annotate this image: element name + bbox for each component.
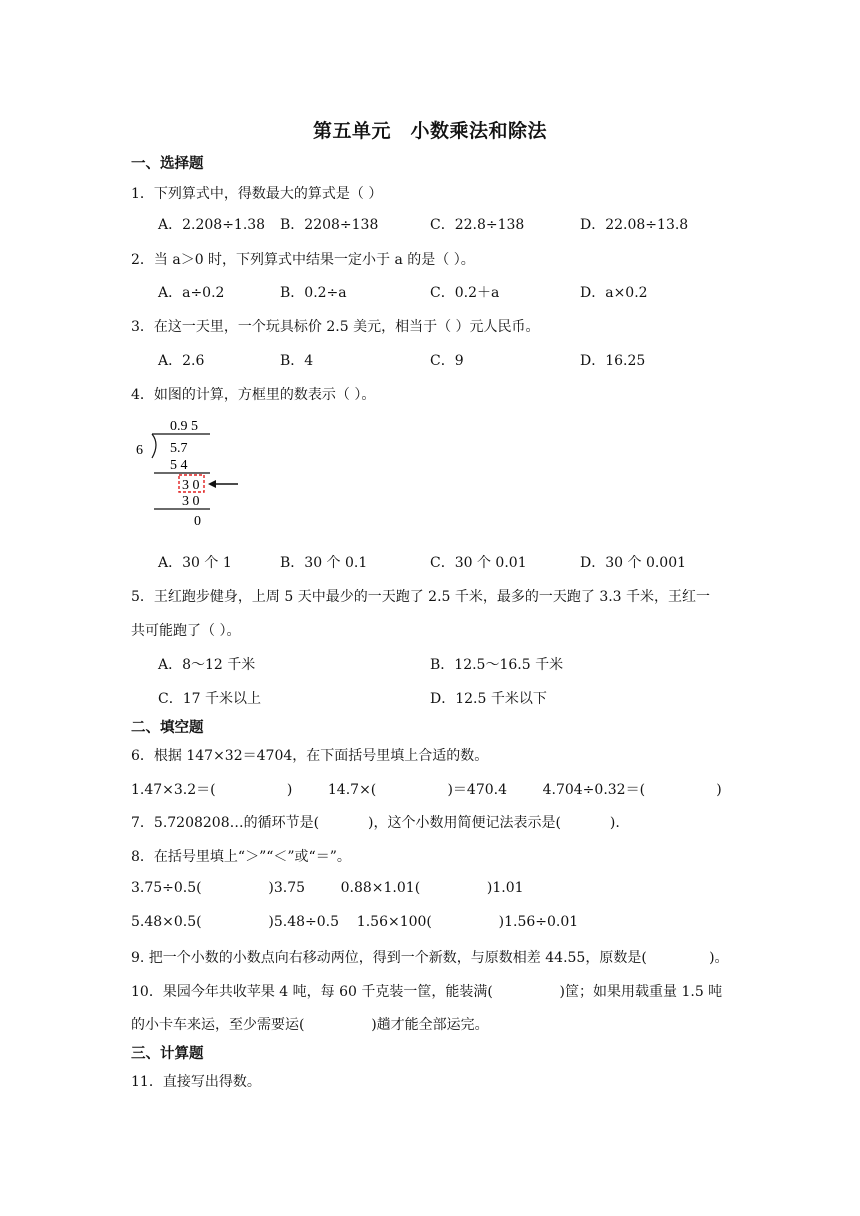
question-10-line-1: 10．果园今年共收苹果 4 吨，每 60 千克装一筐，能装满( )筐；如果用载重量 1.5 吨 — [131, 984, 723, 1000]
q2-option-b: B．0.2÷a — [280, 285, 347, 301]
q1-option-d: D．22.08÷13.8 — [580, 217, 689, 233]
division-remainder: 0 — [194, 514, 201, 529]
question-8-line-1: 3.75÷0.5( )3.75 0.88×1.01( )1.01 — [131, 880, 524, 896]
question-5-stem-line-1: 5．王红跑步健身，上周 5 天中最少的一天跑了 2.5 千米，最多的一天跑了 3.3 千米，王红一 — [131, 589, 711, 605]
q5-option-b: B．12.5～16.5 千米 — [430, 657, 564, 673]
page-title: 第五单元 小数乘法和除法 — [312, 120, 547, 142]
q3-option-d: D．16.25 — [580, 353, 646, 369]
question-6-blanks: 1.47×3.2＝( ) 14.7×( )＝470.4 4.704÷0.32＝( ) — [131, 782, 722, 798]
question-3-stem: 3．在这一天里，一个玩具标价 2.5 美元，相当于（ ）元人民币。 — [131, 319, 540, 335]
question-4-stem: 4．如图的计算，方框里的数表示（ ）。 — [131, 387, 376, 403]
question-8-line-2: 5.48×0.5( )5.48÷0.5 1.56×100( )1.56÷0.01 — [131, 914, 579, 930]
division-boxed-number: 3 0 — [182, 478, 200, 493]
question-7-stem: 7．5.7208208…的循环节是( )，这个小数用简便记法表示是( ). — [131, 815, 620, 831]
q4-option-d: D．30 个 0.001 — [580, 555, 687, 571]
question-11-stem: 11．直接写出得数。 — [131, 1074, 261, 1090]
division-dividend: 5.7 — [170, 441, 188, 456]
question-2-stem: 2．当 a＞0 时，下列算式中结果一定小于 a 的是（ ）。 — [131, 252, 475, 268]
question-10-line-2: 的小卡车来运，至少需要运( )趟才能全部运完。 — [131, 1017, 489, 1033]
section-heading-fill-blank: 二、填空题 — [131, 720, 204, 736]
question-6-stem: 6．根据 147×32＝4704，在下面括号里填上合适的数。 — [131, 748, 489, 764]
q5-option-a: A．8～12 千米 — [158, 657, 256, 673]
q2-option-d: D．a×0.2 — [580, 285, 648, 301]
section-heading-calculation: 三、计算题 — [131, 1046, 204, 1062]
q2-option-a: A．a÷0.2 — [158, 285, 225, 301]
division-divisor: 6 — [136, 443, 143, 458]
q3-option-a: A．2.6 — [158, 353, 205, 369]
q4-option-b: B．30 个 0.1 — [280, 555, 368, 571]
division-step-1: 5 4 — [170, 458, 188, 473]
q3-option-c: C．9 — [430, 353, 464, 369]
question-8-stem: 8．在括号里填上“＞”“＜”或“＝”。 — [131, 849, 351, 865]
q1-option-a: A．2.208÷1.38 — [158, 217, 266, 233]
q3-option-b: B．4 — [280, 353, 314, 369]
question-9-stem: 9. 把一个小数的小数点向右移动两位，得到一个新数，与原数相差 44.55，原数是( )。 — [131, 950, 729, 966]
q4-option-a: A．30 个 1 — [158, 555, 232, 571]
question-5-stem-line-2: 共可能跑了（ ）。 — [131, 623, 241, 639]
q5-option-d: D．12.5 千米以下 — [430, 691, 547, 707]
q1-option-b: B．2208÷138 — [280, 217, 379, 233]
q2-option-c: C．0.2＋a — [430, 285, 500, 301]
q1-option-c: C．22.8÷138 — [430, 217, 525, 233]
long-division-figure — [130, 414, 250, 534]
question-1-stem: 1．下列算式中，得数最大的算式是（ ） — [131, 186, 383, 202]
section-heading-choice: 一、选择题 — [131, 156, 204, 172]
q4-option-c: C．30 个 0.01 — [430, 555, 527, 571]
division-step-2: 3 0 — [182, 494, 200, 509]
division-quotient: 0.9 5 — [170, 419, 198, 434]
q5-option-c: C．17 千米以上 — [158, 691, 261, 707]
